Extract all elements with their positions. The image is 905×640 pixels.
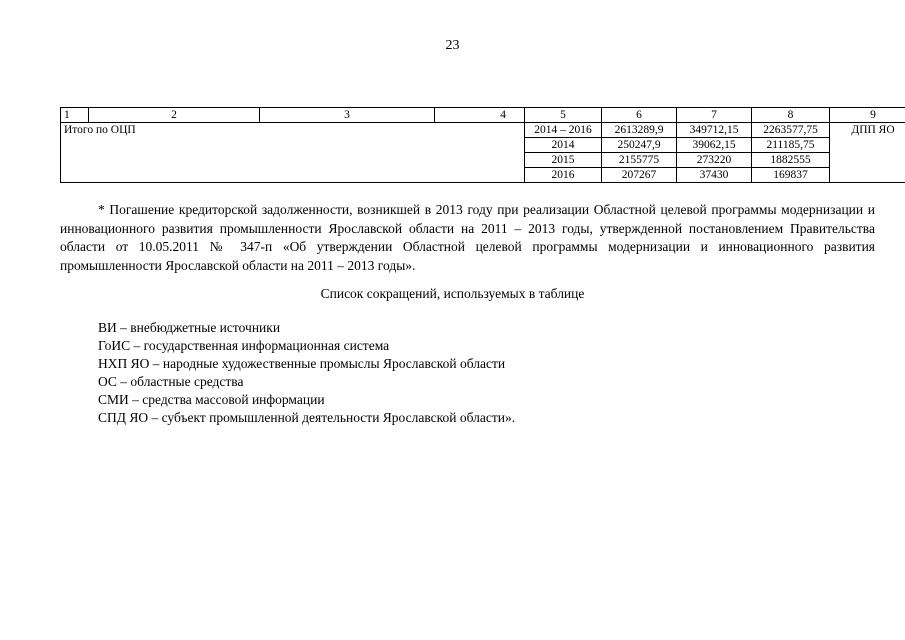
abbreviations-title: Список сокращений, используемых в таблице (320, 286, 585, 301)
value-cell: 2155775 (602, 153, 677, 168)
page-number: 23 (445, 38, 460, 53)
header-cell: 3 (260, 108, 435, 123)
value-cell: 207267 (602, 168, 677, 183)
header-cell: 2 (89, 108, 260, 123)
summary-table (60, 107, 905, 183)
abbreviations-list (98, 319, 515, 427)
value-cell: 2263577,75 (752, 123, 830, 138)
list-item: ВИ – внебюджетные источники (98, 320, 281, 335)
header-cell: 4 (435, 108, 525, 123)
period-cell: 2016 (525, 168, 602, 183)
period-cell: 2015 (525, 153, 602, 168)
value-cell: 2613289,9 (602, 123, 677, 138)
value-cell: 37430 (677, 168, 752, 183)
value-cell: 349712,15 (677, 123, 752, 138)
footnote: * Погашение кредиторской задолженности, возникшей в 2013 году при реализации Областной целевой программы модернизации и инновационного развития промышленности Ярославской области на 2011 – 2013 годы, утвержденной постановлением Правительства области от 10.05.2011 № 347-п «Об утверждении Областной целевой программы модернизации и инновационного развития промышленности Ярославской области на 2011 – 2013 годы». (60, 202, 875, 273)
period-cell: 2014 (525, 138, 602, 153)
executor-cell: ДПП ЯО (830, 123, 905, 183)
header-cell: 5 (525, 108, 602, 123)
value-cell: 1882555 (752, 153, 830, 168)
table-header-row (61, 108, 905, 123)
list-item: НХП ЯО – народные художественные промыслы Ярославской области (98, 356, 506, 371)
header-cell: 7 (677, 108, 752, 123)
header-cell: 1 (61, 108, 89, 123)
value-cell: 169837 (752, 168, 830, 183)
value-cell: 273220 (677, 153, 752, 168)
header-cell: 8 (752, 108, 830, 123)
header-cell: 9 (830, 108, 905, 123)
table-row (61, 123, 905, 138)
header-cell: 6 (602, 108, 677, 123)
list-item: ОС – областные средства (98, 374, 244, 389)
list-item: ГоИС – государственная информационная система (98, 338, 390, 353)
value-cell: 250247,9 (602, 138, 677, 153)
value-cell: 39062,15 (677, 138, 752, 153)
period-cell: 2014 – 2016 (525, 123, 602, 138)
total-label: Итого по ОЦП (61, 123, 525, 183)
list-item: СМИ – средства массовой информации (98, 392, 325, 407)
value-cell: 211185,75 (752, 138, 830, 153)
list-item: СПД ЯО – субъект промышленной деятельности Ярославской области». (98, 410, 516, 425)
